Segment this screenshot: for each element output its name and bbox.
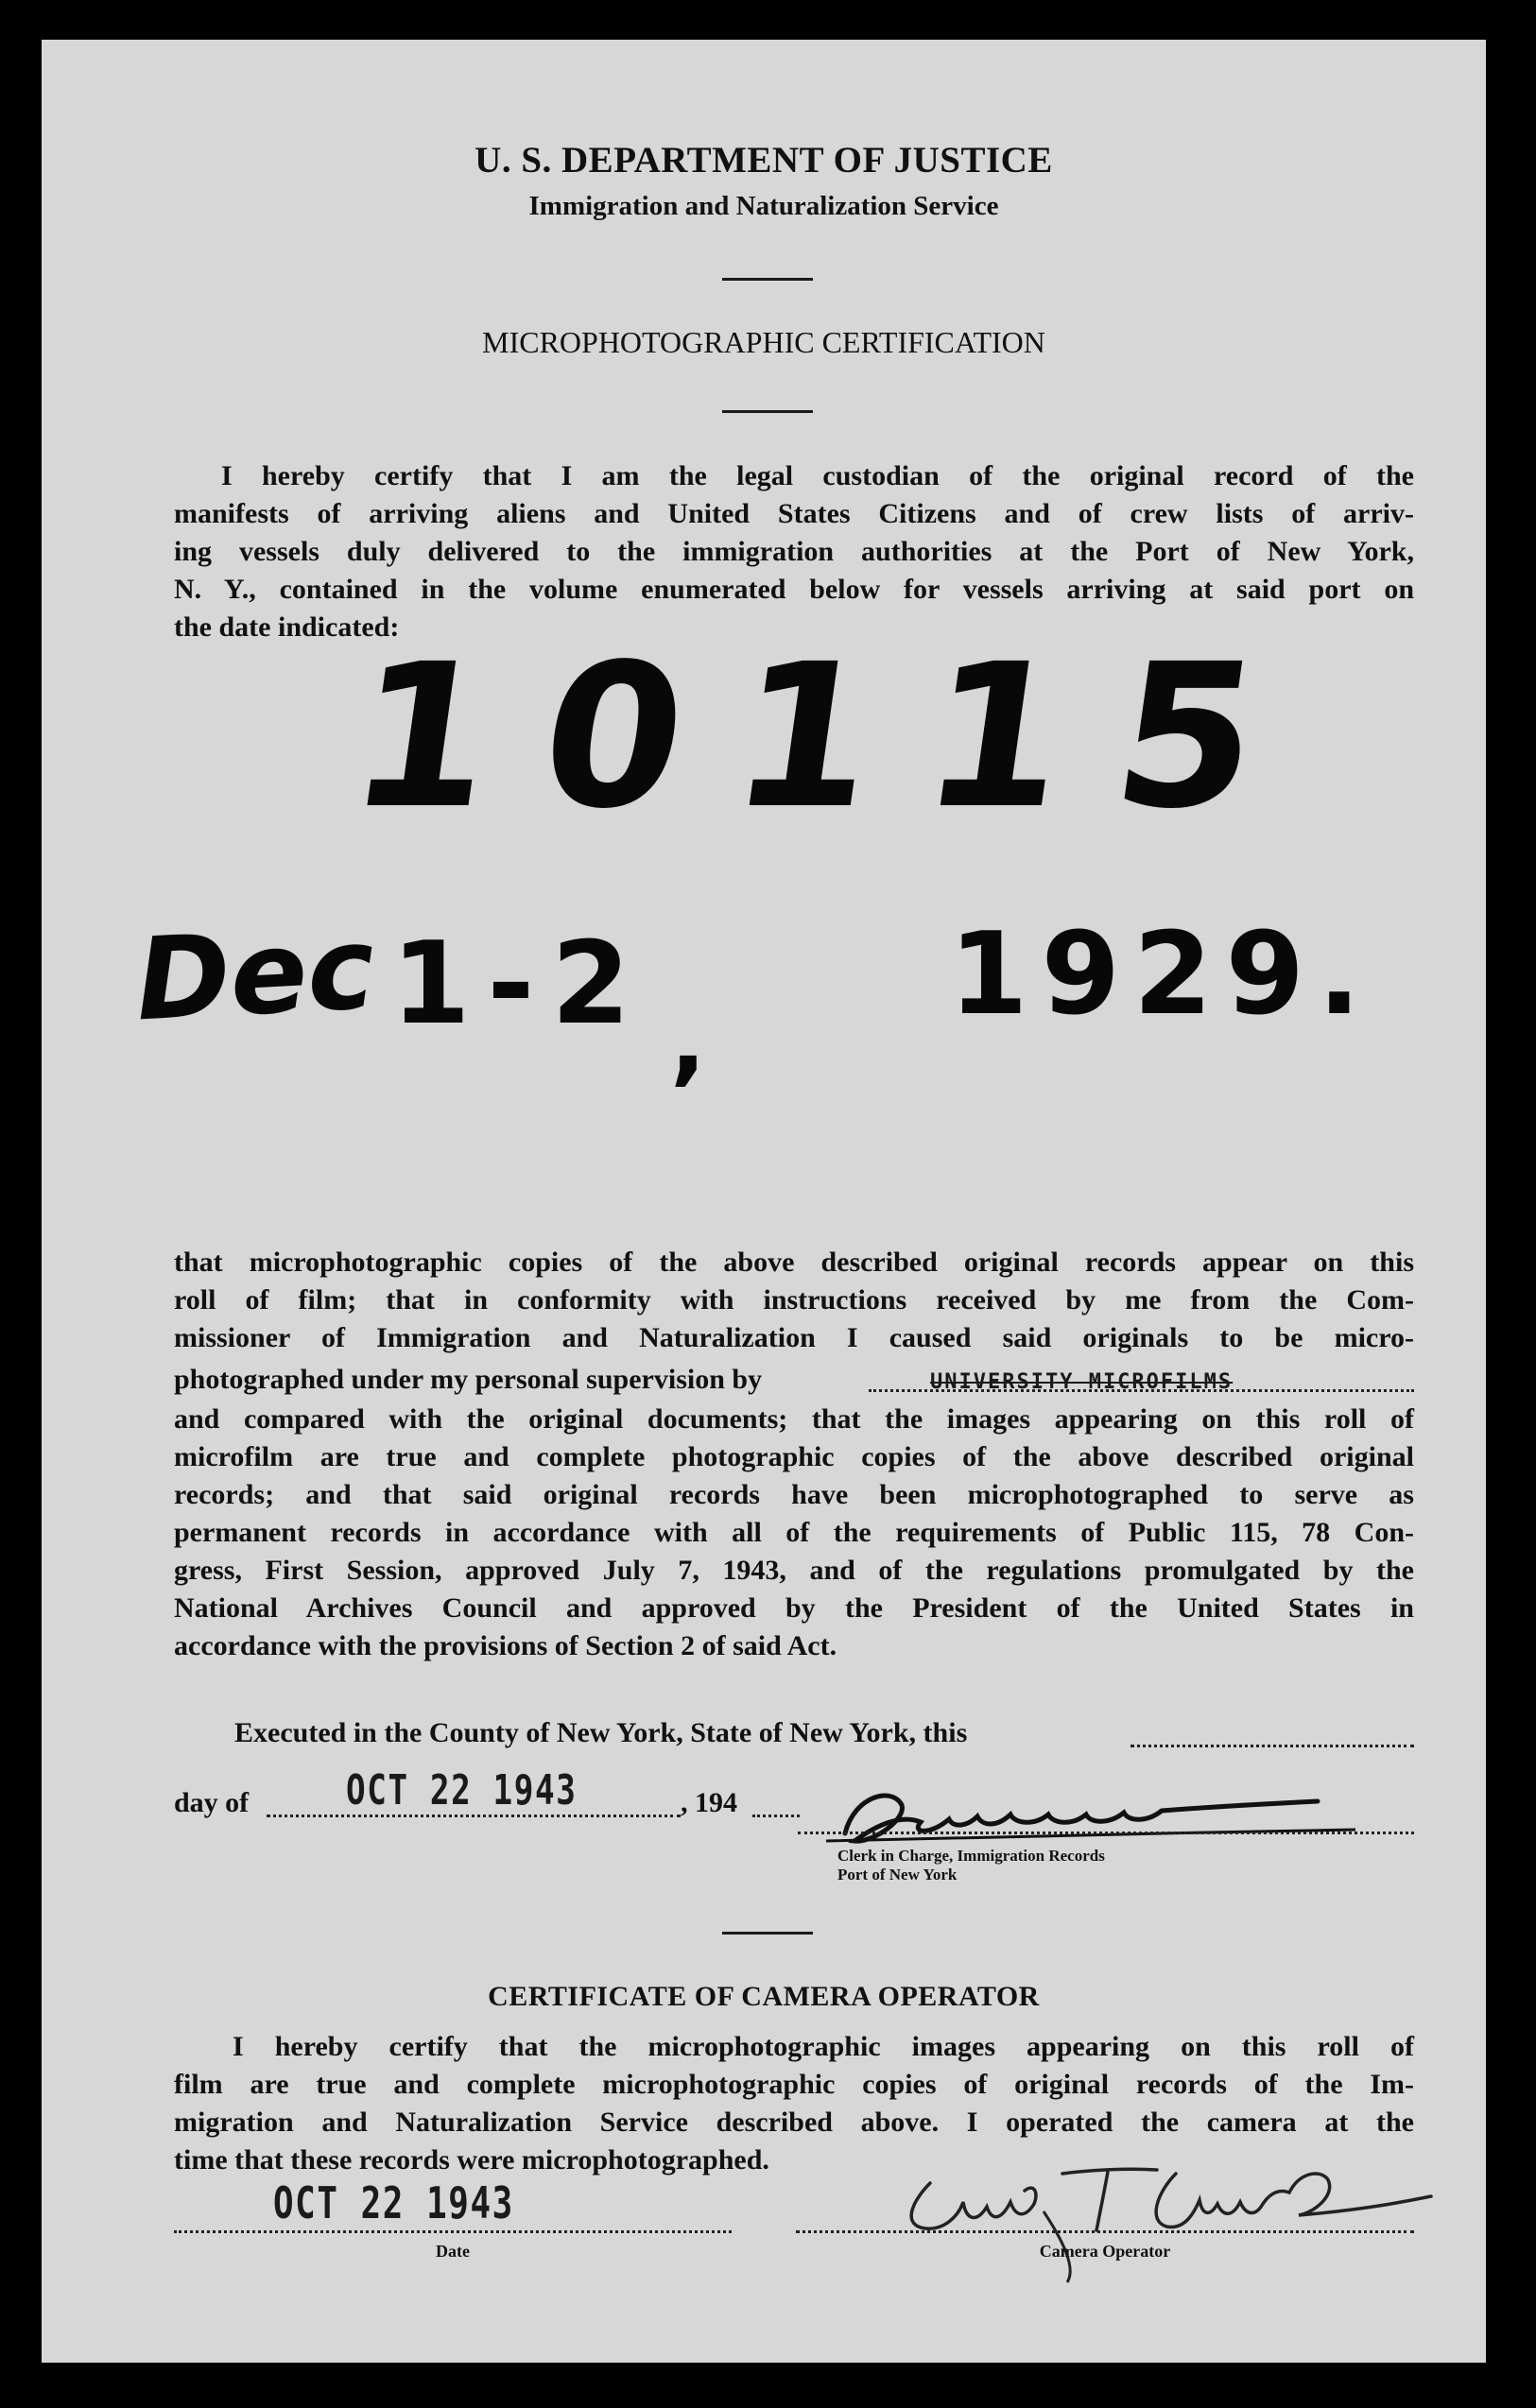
handwritten-volume-number: 10115 xyxy=(337,621,1325,852)
intro-paragraph xyxy=(174,457,1414,646)
filming-company-stamp: UNIVERSITY MICROFILMS xyxy=(930,1370,1234,1394)
text-line: film are true and complete microphotographic copies of original records of the Im- xyxy=(174,2069,1414,2100)
department-heading: U. S. DEPARTMENT OF JUSTICE xyxy=(475,140,1053,181)
body-paragraph xyxy=(174,1244,1414,1357)
text-line: manifests of arriving aliens and United States Citizens and of crew lists of arriv- xyxy=(174,498,1414,529)
handwritten-month: Dec xyxy=(132,903,378,1047)
camera-certificate-title: CERTIFICATE OF CAMERA OPERATOR xyxy=(488,1981,1040,2012)
text-line: permanent records in accordance with all of the requirements of Public 115, 78 Con- xyxy=(174,1517,1414,1548)
divider xyxy=(722,1932,813,1935)
divider xyxy=(722,278,813,281)
clerk-title xyxy=(837,1847,1105,1884)
body-paragraph xyxy=(174,1401,1414,1665)
text-line: I hereby certify that the microphotographic images appearing on this roll of xyxy=(233,2031,1414,2062)
clerk-title-line: Port of New York xyxy=(837,1866,958,1883)
text-line: roll of film; that in conformity with instructions received by me from the Com- xyxy=(174,1284,1414,1316)
certification-title: MICROPHOTOGRAPHIC CERTIFICATION xyxy=(482,325,1045,359)
text-line: the date indicated: xyxy=(174,611,400,643)
dotted-line xyxy=(174,2230,732,2233)
text-line: migration and Naturalization Service described above. I operated the camera at the xyxy=(174,2107,1414,2138)
text-line: I hereby certify that I am the legal custodian of the original record of the xyxy=(221,460,1414,491)
dotted-line xyxy=(267,1815,681,1817)
text-line: records; and that said original records have been microphotographed to serve as xyxy=(174,1479,1414,1510)
text-line: N. Y., contained in the volume enumerated below for vessels arriving at said port on xyxy=(174,574,1414,605)
divider xyxy=(722,410,813,413)
text-line: gress, First Session, approved July 7, 1943, and of the regulations promulgated by the xyxy=(174,1555,1414,1586)
date-label: Date xyxy=(436,2242,470,2261)
operator-signature xyxy=(873,2136,1459,2287)
supervision-prefix: photographed under my personal supervision by xyxy=(174,1364,763,1395)
year-prefix: , 194 xyxy=(681,1787,737,1818)
executed-line: Executed in the County of New York, State of New York, this xyxy=(234,1717,968,1748)
certificate-page xyxy=(42,40,1486,2363)
service-heading: Immigration and Naturalization Service xyxy=(528,191,999,221)
camera-operator-label: Camera Operator xyxy=(1039,2242,1171,2261)
text-line: National Archives Council and approved by the President of the United States in xyxy=(174,1592,1414,1624)
text-line: microfilm are true and complete photographic copies of the above described original xyxy=(174,1441,1414,1472)
operator-date-stamp: OCT 22 1943 xyxy=(273,2177,514,2228)
text-line: that microphotographic copies of the above described original records appear on this xyxy=(174,1247,1414,1278)
handwritten-comma: , xyxy=(670,986,706,1096)
text-line: missioner of Immigration and Naturalization I caused said originals to be micro- xyxy=(174,1322,1414,1353)
clerk-title-line: Clerk in Charge, Immigration Records xyxy=(837,1847,1105,1865)
handwritten-days: 1-2 xyxy=(391,919,647,1050)
dotted-line xyxy=(796,2230,1414,2233)
text-line: ing vessels duly delivered to the immigration authorities at the Port of New York, xyxy=(174,536,1414,567)
dotted-line xyxy=(1130,1745,1414,1747)
dotted-line xyxy=(798,1832,1414,1834)
handwritten-year: 1929. xyxy=(949,909,1374,1041)
day-of-label: day of xyxy=(174,1787,250,1818)
supervision-line xyxy=(174,1361,1414,1399)
text-line: and compared with the original documents; that the images appearing on this roll of xyxy=(174,1403,1414,1435)
text-line: time that these records were microphotographed. xyxy=(174,2144,769,2176)
date-stamp: OCT 22 1943 xyxy=(346,1766,578,1815)
text-line: accordance with the provisions of Section 2 of said Act. xyxy=(174,1630,837,1661)
